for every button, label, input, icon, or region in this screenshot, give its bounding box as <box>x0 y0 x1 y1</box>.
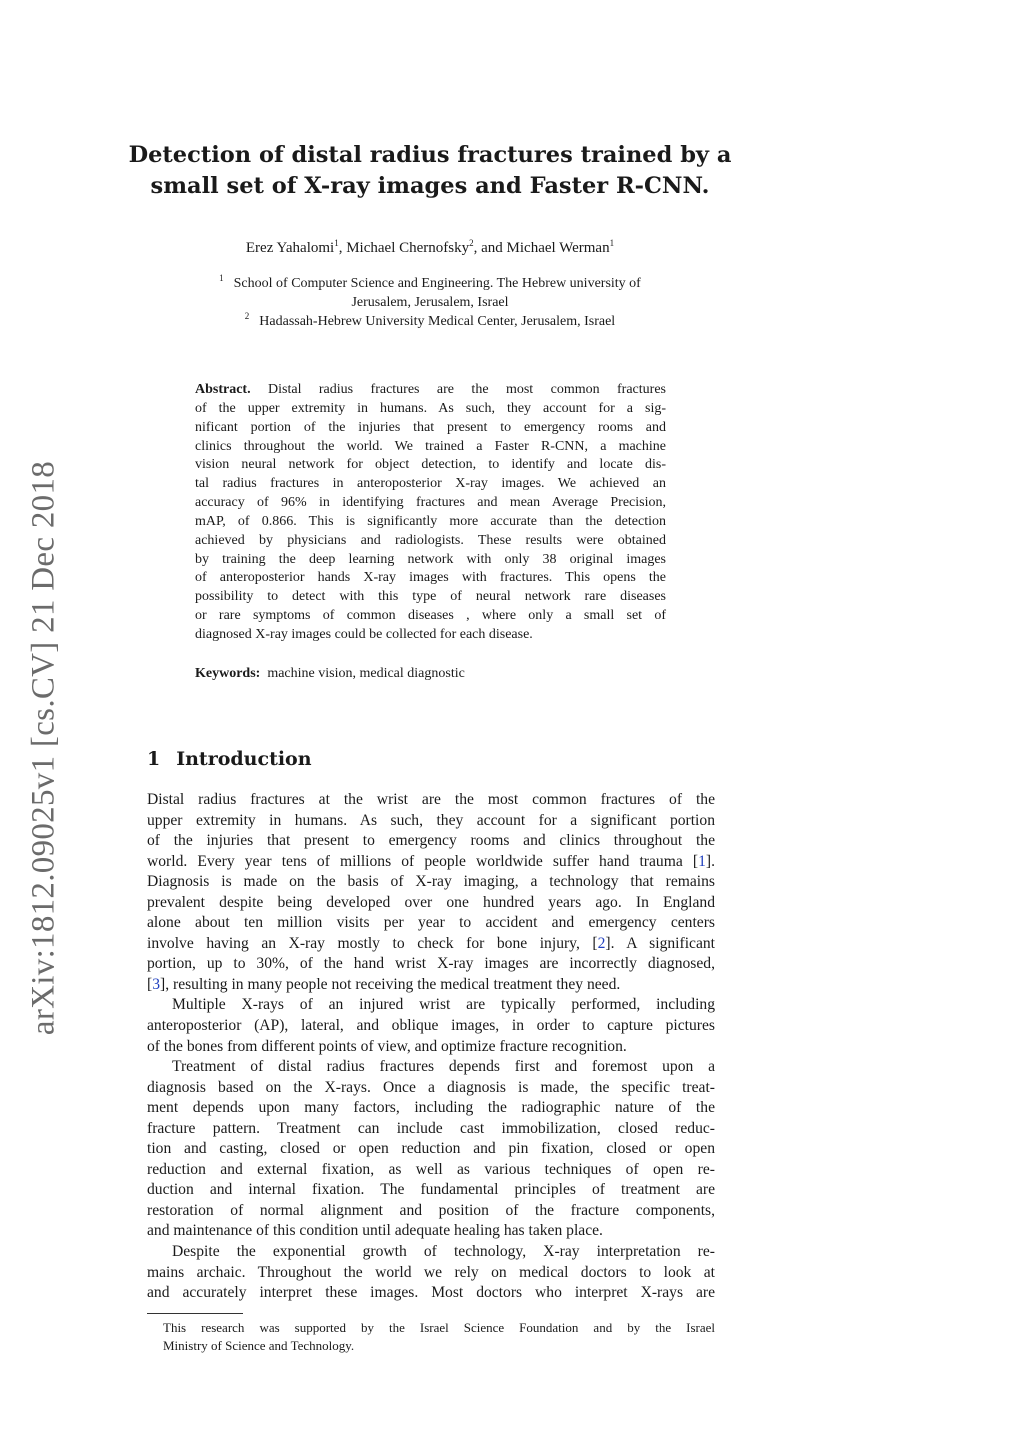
affiliation-mark: 2 <box>244 310 250 321</box>
paragraph-line: Diagnosis is made on the basis of X-ray imaging, a technology that remains <box>147 873 715 891</box>
paragraph-line: diagnosis based on the X-rays. Once a diagnosis is made, the specific treat- <box>147 1078 715 1096</box>
abstract <box>195 381 666 645</box>
affiliation-mark: 1 <box>219 273 224 283</box>
paragraph-line: fracture pattern. Treatment can include cast immobilization, closed reduc- <box>147 1119 715 1137</box>
paper-title <box>100 140 760 202</box>
footnote <box>163 1319 715 1355</box>
abstract-line: of anteroposterior hands X-ray images with fractures. This opens the <box>195 570 666 586</box>
abstract-line: achieved by physicians and radiologists. These results were obtained <box>195 532 666 548</box>
paragraph <box>147 1057 715 1242</box>
author-separator: , <box>338 240 347 256</box>
paragraph-line: Multiple X-rays of an injured wrist are typically performed, including <box>172 996 715 1014</box>
paragraph-line: reduction and external fixation, as well as various techniques of open re- <box>147 1160 715 1178</box>
introduction-body <box>147 790 715 1304</box>
paragraph-line: involve having an X-ray mostly to check for bone injury, [2]. A significant <box>147 934 715 952</box>
paragraph-line: mains archaic. Throughout the world we rely on medical doctors to look at <box>147 1263 715 1281</box>
title-line-1: Detection of distal radius fractures trained by a <box>128 142 732 168</box>
paragraph-line: alone about ten million visits per year to accident and emergency centers <box>147 914 715 932</box>
citation-link[interactable]: 1 <box>698 852 706 870</box>
abstract-line: or rare symptoms of common diseases , where only a small set of <box>195 608 666 624</box>
affiliation-2 <box>100 310 760 332</box>
paragraph-line: prevalent despite being developed over one hundred years ago. In England <box>147 893 715 911</box>
abstract-line: of the upper extremity in humans. As such, they account for a sig- <box>195 400 666 416</box>
paragraph-line: [3], resulting in many people not receiving the medical treatment they need. <box>147 975 621 993</box>
paragraph-line: ment depends upon many factors, including the radiographic nature of the <box>147 1099 715 1117</box>
paragraph-line: of the bones from different points of view, and optimize fracture recognition. <box>147 1037 627 1055</box>
affiliations <box>100 275 760 331</box>
keywords-label: Keywords: <box>195 666 261 681</box>
citation-link[interactable]: 2 <box>597 934 606 952</box>
paragraph-line: upper extremity in humans. As such, they account for a significant portion <box>147 811 715 829</box>
abstract-line: possibility to detect with this type of neural network rare diseases <box>195 589 666 605</box>
paragraph-line: and maintenance of this condition until adequate healing has taken place. <box>147 1222 603 1240</box>
author-name: Michael Chernofsky <box>346 240 470 256</box>
paragraph-line: and accurately interpret these images. Most doctors who interpret X-rays are <box>147 1284 715 1302</box>
paragraph-line: of the injuries that present to emergency rooms and clinics throughout the <box>147 832 715 850</box>
paragraph-line: Distal radius fractures at the wrist are the most common fractures of the <box>147 791 715 808</box>
footnote-line: Ministry of Science and Technology. <box>163 1338 355 1353</box>
paragraph <box>147 790 715 995</box>
abstract-line: vision neural network for object detection, to identify and locate dis- <box>195 457 666 473</box>
footnote-rule <box>147 1313 243 1314</box>
abstract-line: Abstract. Distal radius fractures are the most common fractures <box>195 382 666 397</box>
paragraph-line: world. Every year tens of millions of people worldwide suffer hand trauma [1]. <box>147 852 715 870</box>
author-list <box>100 237 760 259</box>
paragraph-line: anteroposterior (AP), lateral, and oblique images, in order to capture pictures <box>147 1017 715 1035</box>
paragraph-line: Despite the exponential growth of technology, X-ray interpretation re- <box>172 1243 715 1261</box>
affiliation-1 <box>100 275 760 294</box>
abstract-line: tal radius fractures in anteroposterior X-ray images. We achieved an <box>195 476 666 492</box>
paragraph <box>147 1242 715 1304</box>
affiliation-text: School of Computer Science and Engineering. The Hebrew university of <box>233 276 641 291</box>
author-affiliation-mark: 1 <box>609 238 615 248</box>
abstract-line: accuracy of 96% in identifying fractures and mean Average Precision, <box>195 495 666 511</box>
abstract-line: by training the deep learning network with only 38 original images <box>195 551 666 567</box>
paragraph-line: tion and casting, closed or open reduction and pin fixation, closed or open <box>147 1140 715 1158</box>
footnote-line: This research was supported by the Israel Science Foundation and by the Israel <box>163 1320 715 1335</box>
abstract-line: mAP, of 0.866. This is significantly more accurate than the detection <box>195 513 666 529</box>
citation-link[interactable]: 3 <box>152 975 160 993</box>
author-separator: , and <box>473 240 507 256</box>
abstract-line: clinics throughout the world. We trained a Faster R-CNN, a machine <box>195 438 666 454</box>
abstract-line: diagnosed X-ray images could be collected for each disease. <box>195 626 533 642</box>
keywords-text: machine vision, medical diagnostic <box>267 666 465 681</box>
paragraph-line: restoration of normal alignment and position of the fracture components, <box>147 1201 715 1219</box>
author-name: Erez Yahalomi <box>245 240 335 256</box>
abstract-label: Abstract. <box>195 382 269 397</box>
paragraph-line: duction and internal fixation. The fundamental principles of treatment are <box>147 1181 715 1199</box>
paragraph <box>147 995 715 1057</box>
section-heading <box>147 746 312 772</box>
affiliation-1-cont: Jerusalem, Jerusalem, Israel <box>351 294 509 310</box>
title-line-2: small set of X-ray images and Faster R-CNN. <box>150 173 710 199</box>
author-name: Michael Werman <box>506 240 610 256</box>
author-affiliation-mark: 2 <box>469 238 474 248</box>
paragraph-line: Treatment of distal radius fractures depends first and foremost upon a <box>172 1058 715 1076</box>
keywords <box>195 664 465 683</box>
paragraph-line: portion, up to 30%, of the hand wrist X-ray images are incorrectly diagnosed, <box>147 955 715 973</box>
section-title: Introduction <box>176 748 312 770</box>
affiliation-text: Hadassah-Hebrew University Medical Center, Jerusalem, Israel <box>259 313 616 329</box>
author-affiliation-mark: 1 <box>334 238 339 248</box>
section-number: 1 <box>147 748 161 770</box>
arxiv-identifier-stamp: arXiv:1812.09025v1 [cs.CV] 21 Dec 2018 <box>25 460 62 1036</box>
abstract-line: nificant portion of the injuries that present to emergency rooms and <box>195 419 666 435</box>
